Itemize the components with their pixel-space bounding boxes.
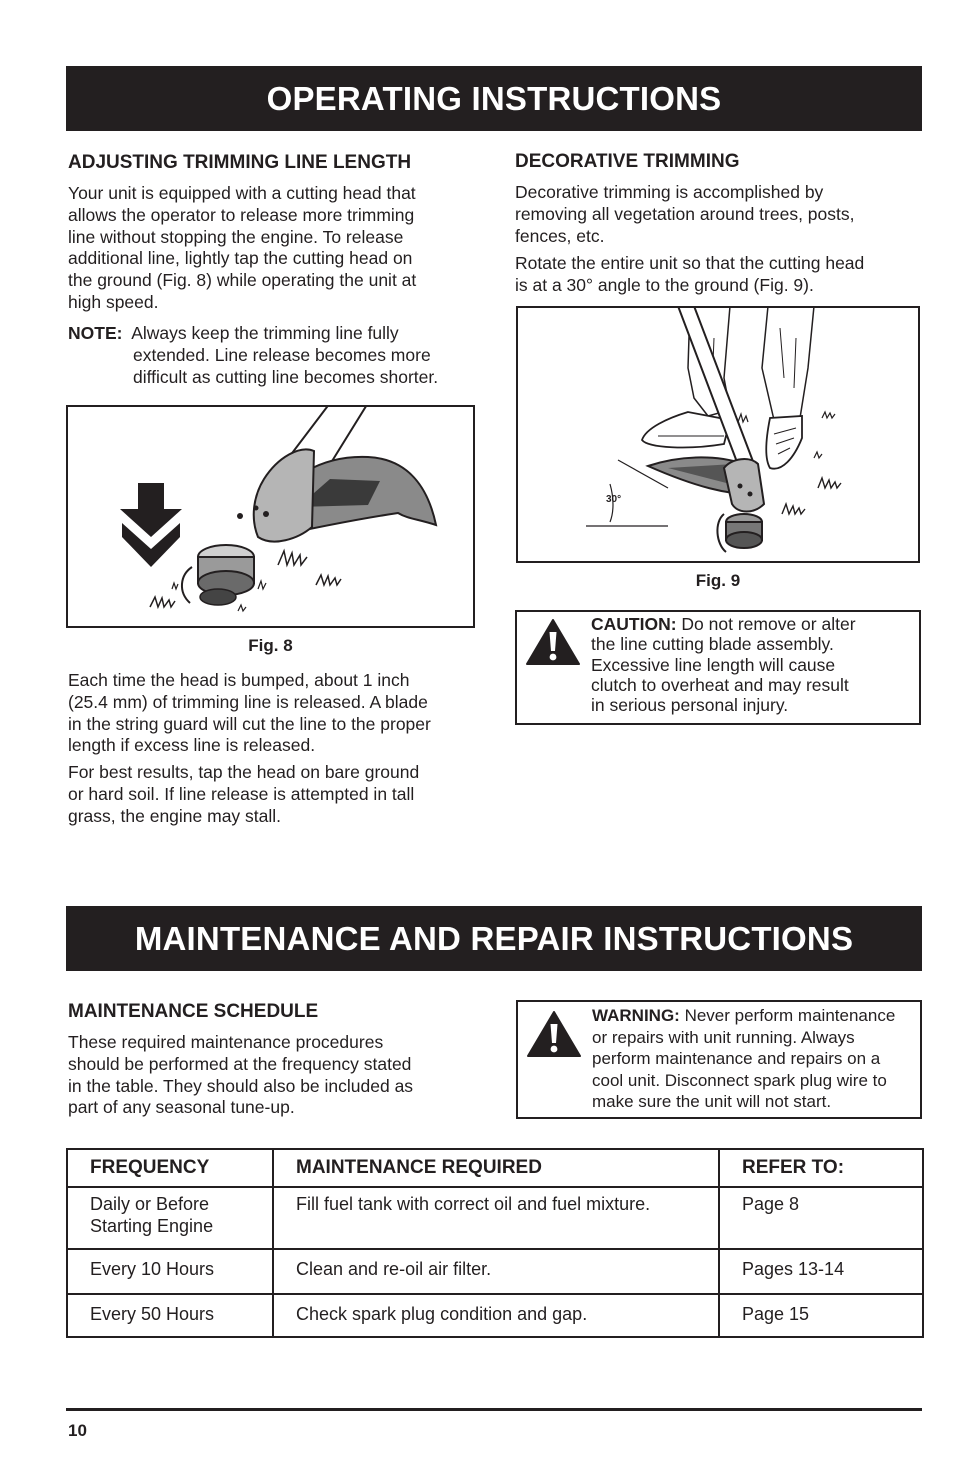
column-header-maintenance: MAINTENANCE REQUIRED <box>273 1149 719 1187</box>
task-cell: Clean and re-oil air filter. <box>273 1249 719 1294</box>
text-line: Always keep the trimming line fully <box>131 323 399 343</box>
text-line: the line cutting blade assembly. <box>591 634 834 655</box>
text-line: or repairs with unit running. Always <box>592 1027 855 1047</box>
text-line: part of any seasonal tune-up. <box>68 1097 295 1118</box>
text-line: These required maintenance procedures <box>68 1032 384 1052</box>
text-line: Rotate the entire unit so that the cutting head <box>515 253 865 273</box>
task-cell: Check spark plug condition and gap. <box>273 1294 719 1337</box>
text-line: additional line, lightly tap the cutting head on <box>68 248 413 269</box>
frequency-cell <box>67 1249 273 1294</box>
figure-8 <box>66 405 475 628</box>
adjusting-heading: ADJUSTING TRIMMING LINE LENGTH <box>68 152 412 173</box>
text-line: high speed. <box>68 291 159 312</box>
down-arrow-icon <box>120 483 182 567</box>
text-line: Never perform maintenance <box>684 1006 896 1025</box>
text-line: clutch to overheat and may result <box>591 674 849 695</box>
figure-9 <box>516 306 920 563</box>
text-line: Each time the head is bumped, about 1 inch <box>68 670 410 690</box>
warning-triangle-icon <box>525 618 581 666</box>
refer-cell: Page 15 <box>719 1294 923 1337</box>
caution-label: CAUTION: <box>591 614 677 634</box>
figure-9-caption: Fig. 9 <box>695 571 741 590</box>
frequency-cell <box>67 1187 273 1249</box>
text-line: Daily or Before <box>90 1194 210 1214</box>
text-line: Your unit is equipped with a cutting head that <box>68 183 416 203</box>
table-row <box>67 1187 923 1249</box>
text-line: the ground (Fig. 8) while operating the unit at <box>68 270 417 291</box>
footer-rule <box>66 1408 922 1411</box>
maintenance-paragraph <box>68 1032 488 1119</box>
decorative-trimming-illustration <box>518 308 918 561</box>
text-line: in the string guard will cut the line to the proper <box>68 713 431 734</box>
text-line: length if excess line is released. <box>68 735 316 756</box>
text-line: Every 10 Hours <box>90 1259 215 1279</box>
text-line: or hard soil. If line release is attempted in tall <box>68 783 415 804</box>
text-line: extended. Line release becomes more <box>133 344 431 365</box>
column-header-refer: REFER TO: <box>719 1149 923 1187</box>
text-line: cool unit. Disconnect spark plug wire to <box>592 1070 887 1090</box>
text-line: fences, etc. <box>515 225 605 246</box>
angle-label: 30° <box>606 494 622 505</box>
text-line: Excessive line length will cause <box>591 654 836 675</box>
task-cell: Fill fuel tank with correct oil and fuel mixture. <box>273 1187 719 1249</box>
frequency-cell <box>67 1294 273 1337</box>
text-line: difficult as cutting line becomes shorter. <box>133 366 439 387</box>
note <box>68 323 478 388</box>
text-line: Do not remove or alter <box>681 614 856 634</box>
text-line: should be performed at the frequency stated <box>68 1053 412 1074</box>
decorative-heading: DECORATIVE TRIMMING <box>515 151 740 172</box>
adjusting-paragraph <box>68 183 478 314</box>
warning-triangle-icon <box>526 1010 582 1058</box>
text-line: For best results, tap the head on bare ground <box>68 762 420 782</box>
decorative-paragraph <box>515 182 915 247</box>
text-line: in serious personal injury. <box>591 695 789 716</box>
text-line: grass, the engine may stall. <box>68 805 282 826</box>
page-number: 10 <box>68 1421 87 1440</box>
text-line: Decorative trimming is accomplished by <box>515 182 824 202</box>
column-header-frequency: FREQUENCY <box>67 1149 273 1187</box>
caution-callout <box>515 610 921 725</box>
text-line: is at a 30° angle to the ground (Fig. 9). <box>515 274 814 295</box>
note-label: NOTE: <box>68 323 123 343</box>
text-line: line without stopping the engine. To release <box>68 226 404 247</box>
warning-text <box>592 1005 920 1113</box>
warning-callout <box>516 1000 922 1119</box>
table-row <box>67 1294 923 1337</box>
maintenance-banner: MAINTENANCE AND REPAIR INSTRUCTIONS <box>66 906 922 971</box>
figure-8-caption: Fig. 8 <box>248 636 293 655</box>
text-line: Every 50 Hours <box>90 1304 215 1324</box>
text-line: removing all vegetation around trees, posts, <box>515 203 855 224</box>
best-results-paragraph <box>68 762 478 827</box>
maintenance-schedule-heading: MAINTENANCE SCHEDULE <box>68 1001 319 1022</box>
bump-paragraph <box>68 670 478 757</box>
refer-cell: Page 8 <box>719 1187 923 1249</box>
rotate-paragraph <box>515 253 915 297</box>
text-line: (25.4 mm) of trimming line is released. A blade <box>68 691 428 712</box>
refer-cell: Pages 13-14 <box>719 1249 923 1294</box>
text-line: allows the operator to release more trimming <box>68 204 415 225</box>
text-line: perform maintenance and repairs on a <box>592 1049 881 1069</box>
trimmer-head-illustration <box>68 407 473 626</box>
text-line: in the table. They should also be included as <box>68 1075 414 1096</box>
caution-text <box>591 614 917 715</box>
maintenance-table <box>66 1148 924 1338</box>
table-header-row <box>67 1149 923 1187</box>
text-line: make sure the unit will not start. <box>592 1092 832 1112</box>
text-line: Starting Engine <box>90 1215 214 1236</box>
table-row <box>67 1249 923 1294</box>
warning-label: WARNING: <box>592 1006 680 1025</box>
operating-instructions-banner: OPERATING INSTRUCTIONS <box>66 66 922 131</box>
